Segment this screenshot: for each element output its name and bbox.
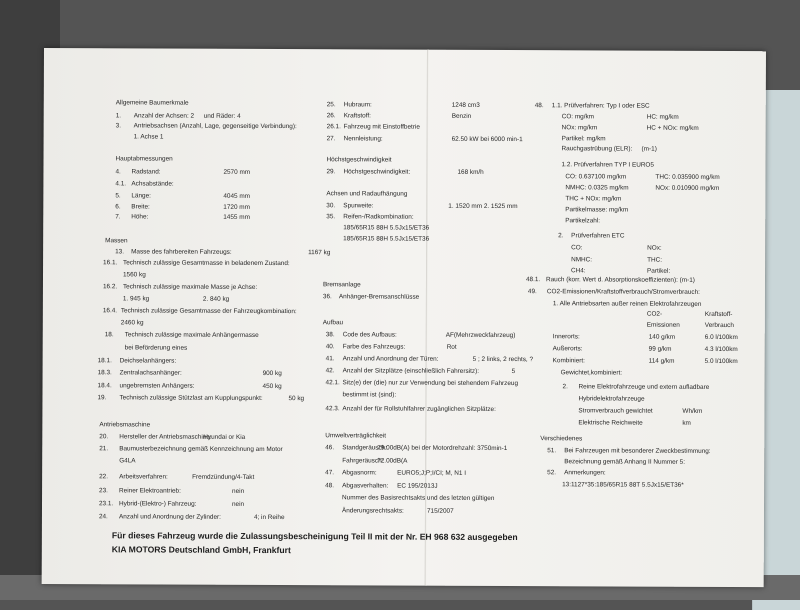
left-page-text: 1. bbox=[115, 112, 122, 120]
right-col-text: Bei Fahrzeugen mit besonderer Zweckbestimmung: bbox=[564, 447, 711, 455]
left-page-text: 1560 kg bbox=[122, 271, 146, 279]
left-page-text: 20. bbox=[99, 433, 109, 441]
right-col-text: 1. Alle Antriebsarten außer reinen Elektrofahrzeugen bbox=[552, 300, 702, 308]
left-page-text: Baumusterbezeichnung gemäß Kennzeichnung am Motor bbox=[119, 445, 283, 454]
left-page-text: Reiner Elektroantrieb: bbox=[119, 487, 181, 495]
left-page-text: 50 kg bbox=[288, 395, 305, 403]
middle-col-text: Bremsanlage bbox=[322, 281, 361, 289]
right-col-text: Gewichtet,kombiniert: bbox=[560, 369, 623, 377]
left-page-text: 2460 kg bbox=[120, 319, 144, 327]
left-page-text: Hyundai or Kia bbox=[203, 433, 246, 441]
middle-col-text: 35. bbox=[326, 213, 336, 221]
right-col-text: CO: bbox=[571, 244, 583, 252]
middle-col-text: 42. bbox=[325, 367, 335, 375]
middle-col-text: 1248 cm3 bbox=[451, 101, 480, 109]
document-sheet bbox=[42, 48, 766, 587]
middle-col-text: Abgasverhalten: bbox=[342, 482, 389, 490]
right-col-text: Partikel: bbox=[647, 267, 671, 275]
right-col-text: Verbrauch bbox=[704, 321, 734, 330]
right-col-text: THC + NOx: mg/km bbox=[565, 195, 622, 203]
left-page-text: 3. bbox=[115, 122, 122, 130]
left-page-text: 4.1. bbox=[115, 180, 127, 188]
right-col-text: 48.1. bbox=[525, 276, 541, 284]
right-col-text: 1.2. Prüfverfahren TYP I EURO5 bbox=[561, 161, 654, 169]
right-col-text: NOx: bbox=[647, 244, 662, 252]
right-col-text: Bezeichnung gemäß Anhang II Nummer 5: bbox=[564, 458, 685, 466]
middle-col-text: Anhänger-Bremsanschlüsse bbox=[338, 293, 420, 301]
right-col-text: 13:1127*35:185/65R15 88T 5.5Jx15/ET36* bbox=[562, 481, 684, 489]
right-col-text: Außerorts: bbox=[552, 345, 583, 353]
middle-col-text: Sitz(e) der (die) nur zur Verwendung bei stehendem Fahrzeug bbox=[342, 379, 519, 388]
left-page-text: 1455 mm bbox=[223, 213, 250, 221]
left-page-text: ungebremsten Anhängers: bbox=[119, 382, 195, 390]
left-page-text: bei Beförderung eines bbox=[124, 344, 188, 352]
middle-col-text: Aufbau bbox=[322, 319, 344, 327]
middle-col-text: 46. bbox=[325, 444, 335, 452]
left-page-text: Technisch zulässige Stützlast am Kupplungspunkt: bbox=[119, 394, 263, 402]
left-page-text: Achsabstände: bbox=[131, 180, 174, 188]
right-col-text: Wh/km bbox=[682, 407, 703, 415]
right-col-text: Hybridelektrofahrzeuge bbox=[578, 395, 645, 403]
right-col-text: CO: mg/km bbox=[561, 113, 595, 121]
middle-col-text: 26.1. bbox=[326, 123, 341, 131]
right-col-text: NOx: 0.010900 mg/km bbox=[655, 184, 720, 192]
right-col-text: CH4: bbox=[571, 267, 586, 275]
right-col-text: 49. bbox=[527, 288, 537, 296]
right-col-text: Emissionen bbox=[646, 321, 680, 329]
middle-col-text: Höchstgeschwindigkeit: bbox=[343, 168, 411, 176]
left-page-text: 1720 mm bbox=[223, 203, 250, 211]
left-page-text: Massen bbox=[105, 237, 128, 245]
right-col-text: 2. bbox=[558, 232, 564, 240]
left-page-text: 21. bbox=[99, 445, 109, 453]
left-page-text: 18.4. bbox=[97, 382, 112, 390]
right-col-text: 52. bbox=[547, 469, 557, 477]
middle-col-text: 79.00dB(A) bei der Motordrehzahl: 3750min-1 bbox=[377, 444, 508, 453]
middle-col-text: 185/65R15 88H 5.5Jx15/ET36 bbox=[343, 235, 430, 243]
left-page-text: G4LA bbox=[119, 457, 136, 465]
right-col-text: 1.1. Prüfverfahren: Typ I oder ESC bbox=[551, 102, 650, 110]
left-page-text: Fremdzündung/4-Takt bbox=[192, 473, 255, 481]
right-col-text: 2. bbox=[562, 383, 568, 391]
left-page-text: Masse des fahrbereiten Fahrzeugs: bbox=[131, 248, 232, 256]
middle-col-text: 40. bbox=[325, 343, 335, 351]
middle-col-text: EC 195/2013J bbox=[397, 482, 438, 490]
page-fold bbox=[425, 50, 429, 586]
footer-line-1: Für dieses Fahrzeug wurde die Zulassungsbescheinigung Teil II mit der Nr. EH 968 632 ausgegeben bbox=[111, 530, 518, 543]
right-col-text: Verschiedenes bbox=[540, 435, 583, 443]
right-col-text: 114 g/km bbox=[648, 357, 675, 365]
left-page-text: Technisch zulässige maximale Anhängermasse bbox=[124, 331, 259, 339]
left-page-text: 24. bbox=[98, 513, 108, 521]
left-page-text: 2. 840 kg bbox=[202, 295, 230, 303]
middle-col-text: Kraftstoff: bbox=[343, 112, 371, 120]
middle-col-text: 29. bbox=[326, 168, 336, 176]
middle-col-text: 5 bbox=[511, 368, 516, 376]
left-page-text: nein bbox=[232, 487, 245, 495]
right-col-text: Reine Elektrofahrzeuge und extern aufladbare bbox=[578, 383, 710, 391]
footer-line-2: KIA MOTORS Deutschland GmbH, Frankfurt bbox=[111, 544, 291, 556]
right-col-text: Rauchgastrübung (ELR): bbox=[561, 145, 633, 153]
right-col-text: Partikelzahl: bbox=[565, 217, 601, 225]
left-page-text: 4045 mm bbox=[223, 192, 251, 200]
middle-col-text: bestimmt ist (sind): bbox=[342, 391, 397, 399]
right-col-text: km bbox=[682, 419, 691, 427]
right-col-text: Kombiniert: bbox=[552, 357, 585, 365]
right-col-text: 140 g/km bbox=[648, 333, 676, 341]
right-col-text: Prüfverfahren ETC bbox=[571, 232, 625, 240]
right-col-text: THC: bbox=[647, 256, 663, 264]
left-page-text: 16.4. bbox=[102, 307, 118, 315]
left-page-text: 1167 kg bbox=[308, 249, 331, 257]
left-page-text: Hybrid-(Elektro-) Fahrzeug: bbox=[118, 500, 197, 508]
right-col-text: 4.3 l/100km bbox=[704, 345, 738, 354]
left-page-text: 13. bbox=[115, 248, 125, 256]
right-col-text: 51. bbox=[547, 447, 557, 455]
left-page-text: 900 kg bbox=[262, 369, 282, 378]
right-col-text: Stromverbrauch gewichtet bbox=[578, 407, 653, 415]
middle-col-text: 72.00dB(A bbox=[377, 457, 408, 465]
middle-col-text: Fahrgeräusch: bbox=[342, 457, 384, 465]
middle-col-text: 30. bbox=[326, 202, 336, 210]
left-page-text: Anzahl der Achsen: 2 bbox=[133, 112, 195, 120]
right-col-text: Rauch (korr. Wert d. Absorptionskoeffizienten): (m-1) bbox=[545, 276, 695, 284]
right-col-text: 6.0 l/100km bbox=[704, 333, 738, 342]
right-col-text: Innerorts: bbox=[552, 333, 580, 341]
left-page-text: Antriebsmaschine bbox=[99, 421, 151, 429]
right-col-text: Partikel: mg/km bbox=[561, 135, 606, 143]
left-page-text: 18.3. bbox=[97, 369, 112, 377]
middle-col-text: Nummer des Basisrechtsakts und des letzten gültigen bbox=[342, 494, 495, 502]
middle-col-text: Abgasnorm: bbox=[342, 469, 377, 477]
middle-col-text: Rot bbox=[446, 343, 457, 351]
middle-col-text: 41. bbox=[325, 355, 335, 363]
left-page-text: nein bbox=[231, 500, 245, 508]
middle-col-text: 38. bbox=[325, 331, 335, 339]
left-page-text: 1. Achse 1 bbox=[133, 133, 164, 141]
middle-col-text: Anzahl und Anordnung der Türen: bbox=[342, 355, 439, 363]
right-col-text: NOx: mg/km bbox=[561, 124, 598, 132]
middle-col-text: Reifen-/Radkombination: bbox=[343, 213, 414, 221]
middle-col-text: 168 km/h bbox=[457, 168, 484, 176]
left-page-text: 23. bbox=[99, 487, 108, 495]
left-page-text: Hauptabmessungen bbox=[115, 155, 173, 163]
right-col-text: Elektrische Reichweite bbox=[578, 419, 643, 427]
left-page-text: Antriebsachsen (Anzahl, Lage, gegenseitige Verbindung): bbox=[133, 122, 297, 131]
left-page-text: 4; in Reihe bbox=[253, 513, 285, 522]
left-page-text: Technisch zulässige maximale Masse je Achse: bbox=[122, 283, 258, 291]
middle-col-text: 36. bbox=[322, 293, 332, 301]
middle-col-text: 27. bbox=[326, 135, 336, 143]
right-col-text: NMHC: bbox=[571, 256, 593, 264]
middle-col-text: Höchstgeschwindigkeit bbox=[326, 156, 392, 164]
left-page-text: Arbeitsverfahren: bbox=[119, 473, 168, 481]
middle-col-text: Spurweite: bbox=[343, 202, 374, 210]
left-page-text: 16.1. bbox=[103, 259, 118, 267]
left-page-text: 4. bbox=[115, 168, 121, 176]
left-page-text: 18. bbox=[104, 331, 114, 339]
middle-col-text: 25. bbox=[326, 101, 336, 109]
left-page-text: Hersteller der Antriebsmaschine: bbox=[119, 433, 212, 441]
middle-col-text: 1. 1520 mm 2. 1525 mm bbox=[448, 202, 518, 211]
right-col-text: 5.0 l/100km bbox=[704, 357, 738, 366]
left-page-text: Deichselanhängers: bbox=[119, 357, 177, 365]
middle-col-text: Nennleistung: bbox=[343, 135, 383, 143]
middle-col-text: Fahrzeug mit Einstoffbetrie bbox=[343, 123, 420, 131]
middle-col-text: Achsen und Radaufhängung bbox=[326, 190, 408, 198]
right-col-text: CO2-Emissionen/Kraftstoffverbrauch/Stromverbrauch: bbox=[546, 288, 700, 296]
middle-col-text: 715/2007 bbox=[426, 507, 454, 515]
left-page-text: 1. 945 kg bbox=[122, 295, 150, 303]
right-col-text: 48. bbox=[534, 102, 544, 110]
left-page-text: Technisch zulässige Gesamtmasse in beladenem Zustand: bbox=[123, 259, 290, 268]
right-col-text: (m-1) bbox=[641, 145, 657, 153]
right-col-text: Anmerkungen: bbox=[564, 469, 606, 477]
right-col-text: THC: 0.035900 mg/km bbox=[655, 173, 720, 181]
middle-col-text: Anzahl der Sitzplätze (einschließlich Fahrersitz): bbox=[342, 367, 479, 375]
middle-col-text: Anzahl der für Rollstuhlfahrer zugänglichen Sitzplätze: bbox=[342, 405, 496, 413]
left-page-text: 22. bbox=[99, 473, 109, 481]
left-page-text: 7. bbox=[115, 213, 121, 221]
left-page-text: 16.2. bbox=[102, 283, 118, 291]
left-page-text: Höhe: bbox=[131, 213, 149, 221]
middle-col-text: Hubraum: bbox=[343, 101, 372, 109]
left-page-text: Länge: bbox=[131, 192, 151, 200]
middle-col-text: 42.3. bbox=[325, 405, 340, 413]
middle-col-text: 62.50 kW bei 6000 min-1 bbox=[451, 135, 523, 144]
right-col-text: HC: mg/km bbox=[646, 113, 679, 121]
middle-col-text: Änderungsrechtsakts: bbox=[341, 507, 404, 515]
middle-col-text: 26. bbox=[326, 112, 336, 120]
left-page-text: 5. bbox=[115, 192, 121, 200]
middle-col-text: 48. bbox=[325, 482, 334, 490]
middle-col-text: 5 ; 2 links, 2 rechts, ? bbox=[472, 355, 534, 364]
right-col-text: NMHC: 0.0325 mg/km bbox=[565, 184, 629, 192]
middle-col-text: AF(Mehrzweckfahrzeug) bbox=[445, 331, 516, 340]
left-page-text: 450 kg bbox=[262, 382, 282, 391]
left-page-text: 19. bbox=[97, 394, 107, 402]
right-col-text: CO2- bbox=[646, 310, 663, 318]
middle-col-text: 185/65R15 88H 5.5Jx15/ET36 bbox=[343, 224, 430, 232]
right-col-text: 99 g/km bbox=[648, 345, 672, 353]
middle-col-text: Code des Aufbaus: bbox=[342, 331, 397, 339]
left-page-text: Anzahl und Anordnung der Zylinder: bbox=[118, 513, 221, 521]
middle-col-text: 47. bbox=[325, 469, 335, 477]
left-page-text: 2570 mm bbox=[223, 168, 251, 176]
right-col-text: Partikelmasse: mg/km bbox=[565, 206, 629, 214]
middle-col-text: 42.1. bbox=[325, 379, 340, 387]
left-page-text: 6. bbox=[115, 203, 121, 211]
left-page-text: Radstand: bbox=[131, 168, 161, 176]
middle-col-text: Benzin bbox=[451, 112, 472, 120]
middle-col-text: Umweltverträglichkeit bbox=[325, 432, 387, 440]
right-col-text: CO: 0.637100 mg/km bbox=[565, 173, 627, 181]
left-page-text: Allgemeine Baumerkmale bbox=[115, 99, 189, 107]
middle-col-text: EURO5;J;P;I/CI; M, N1 I bbox=[397, 469, 467, 477]
right-col-text: Kraftstoff- bbox=[704, 310, 733, 319]
left-page-text: und Räder: 4 bbox=[203, 112, 241, 120]
left-page-text: Zentralachsanhänger: bbox=[119, 369, 182, 377]
left-page-text: 23.1. bbox=[98, 500, 114, 508]
middle-col-text: Farbe des Fahrzeugs: bbox=[342, 343, 406, 351]
right-col-text: HC + NOx: mg/km bbox=[646, 124, 699, 132]
middle-col-text: Standgeräusch: bbox=[342, 444, 388, 452]
left-page-text: Technisch zulässige Gesamtmasse der Fahrzeugkombination: bbox=[120, 307, 297, 316]
left-page-text: 18.1. bbox=[97, 357, 112, 365]
left-page-text: Breite: bbox=[131, 203, 150, 211]
